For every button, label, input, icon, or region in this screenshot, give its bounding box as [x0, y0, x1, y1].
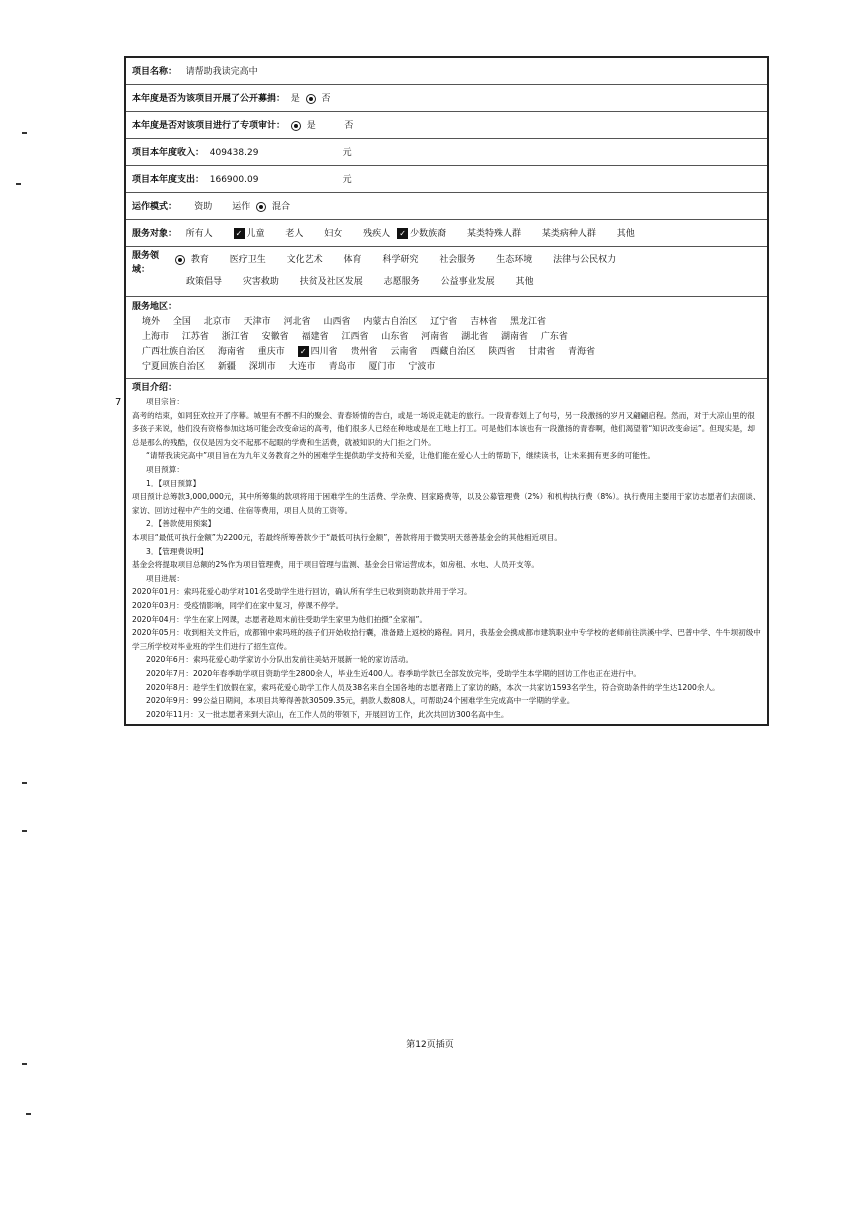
public-fundraising-no: 否 — [321, 94, 331, 104]
intro-line: 3．【管理费说明】 — [146, 546, 208, 556]
field-option: 体育 — [343, 255, 362, 265]
income-label: 项目本年度收入： — [132, 148, 205, 158]
intro-line: 2．【善款使用预案】 — [146, 519, 216, 529]
region-option: 内蒙古自治区 — [363, 316, 418, 327]
progress-entry: 2020年8月：趁学生们放假在家，索玛花爱心助学工作人员及38名来自全国各地的志愿者踏上了家访的路，本次一共家访1593名学生，符合资助条件的学生达1200余人。 — [146, 682, 720, 692]
mode-option: 混合 — [272, 202, 291, 212]
mode-option: 资助 — [194, 202, 213, 212]
radio-selected-icon[interactable] — [256, 202, 266, 212]
target-option: 其他 — [616, 229, 635, 239]
region-option: 大连市 — [288, 361, 316, 372]
checkbox-checked-icon[interactable]: ✓ — [298, 346, 309, 357]
region-option: 山东省 — [381, 331, 409, 342]
target-option: 老人 — [285, 229, 304, 239]
field-option: 生态环境 — [496, 255, 533, 265]
region-option: 江西省 — [341, 331, 369, 342]
regions-line — [132, 330, 761, 345]
page-marker: 7 — [115, 397, 122, 408]
region-option: 河南省 — [421, 331, 449, 342]
audit-row — [125, 111, 768, 138]
intro-row — [125, 378, 768, 725]
scan-speck — [22, 132, 27, 134]
region-option: 贵州省 — [350, 346, 378, 357]
regions-label: 服务地区： — [132, 301, 178, 312]
expense-unit: 元 — [342, 175, 352, 185]
field-option: 志愿服务 — [383, 277, 420, 287]
region-option: 福建省 — [301, 331, 329, 342]
regions-line — [132, 345, 761, 360]
progress-entry: 2020年05月：收到相关文件后，成都锦中索玛班的孩子们开始收拾行囊，准备踏上返校的路程。同月，我基金会携成都市建筑职业中专学校的老师前往洪溪中学、巴普中学、牛牛坝初级中学三所学校对毕业班的学生们进行了招生宣传。 — [132, 628, 761, 651]
region-option: 辽宁省 — [430, 316, 458, 327]
field-option: 政策倡导 — [186, 277, 223, 287]
fields-label: 服务领域： — [132, 251, 160, 275]
income-unit: 元 — [342, 148, 352, 158]
radio-selected-icon[interactable] — [175, 255, 185, 265]
intro-paragraph: 项目预计总筹款3,000,000元，其中所筹集的款项将用于困难学生的生活费、学杂费、回家路费等，以及公募管理费（2%）和机构执行费（8%）。执行费用主要用于家访志愿者们去面谈、家访、回访过程中产生的交通、住宿等费用，项目人员的工资等。 — [132, 492, 761, 515]
expense-row — [125, 165, 768, 192]
mode-option: 运作 — [232, 202, 251, 212]
mode-label: 运作模式： — [132, 202, 178, 212]
region-option: 深圳市 — [248, 361, 276, 372]
public-fundraising-row — [125, 84, 768, 111]
intro-paragraph: 基金会将提取项目总额的2%作为项目管理费，用于项目管理与监测、基金会日常运营成本，如房租、水电、人员开支等。 — [132, 560, 539, 570]
expense-label: 项目本年度支出： — [132, 175, 205, 185]
region-option: 河北省 — [283, 316, 311, 327]
target-option: 少数族裔 — [410, 229, 447, 239]
scan-speck — [22, 782, 27, 784]
public-fundraising-yes: 是 — [290, 94, 300, 104]
target-option: 残疾人 — [363, 229, 391, 239]
region-option: 吉林省 — [470, 316, 498, 327]
region-option: 广东省 — [540, 331, 568, 342]
region-option: 厦门市 — [368, 361, 396, 372]
field-option: 科学研究 — [382, 255, 419, 265]
intro-line: 项目宗旨： — [146, 397, 184, 407]
region-option: 安徽省 — [261, 331, 289, 342]
scan-speck — [22, 1063, 27, 1065]
income-value: 409438.29 — [209, 148, 259, 158]
field-option: 医疗卫生 — [229, 255, 266, 265]
region-option: 北京市 — [203, 316, 231, 327]
region-option: 黑龙江省 — [510, 316, 547, 327]
region-option: 上海市 — [142, 331, 170, 342]
radio-selected-icon[interactable] — [291, 121, 301, 131]
target-option: 某类特殊人群 — [466, 229, 521, 239]
region-option: 新疆 — [217, 361, 236, 372]
regions-row — [125, 296, 768, 378]
region-option: 天津市 — [243, 316, 271, 327]
intro-paragraph: 高考的结束，如同狂欢拉开了序幕。城里有不醉不归的聚会、青春矫情的告白，或是一场说走就走的旅行。一段青春划上了句号，另一段激扬的岁月又翩翩启程。然而，对于大凉山里的很多孩子来说，他们没有资格参加这场可能会改变命运的高考，他们很多人已经在种地或是在工地上打工。可是他们本该也有一段激扬的青春啊，他们渴望着“知识改变命运”。但现实是，却总是那么的残酷，仅仅是因为交不起那不起眼的学费和生活费，就被知识的大门拒之门外。 — [132, 410, 755, 447]
public-fundraising-label: 本年度是否为该项目开展了公开募捐： — [132, 94, 286, 104]
region-option: 湖北省 — [461, 331, 489, 342]
progress-entry: 2020年6月：索玛花爱心助学家访小分队出发前往美姑开展新一轮的家访活动。 — [146, 655, 414, 665]
region-option: 湖南省 — [501, 331, 529, 342]
income-row — [125, 138, 768, 165]
region-option: 青海省 — [568, 346, 596, 357]
region-option: 云南省 — [390, 346, 418, 357]
region-option: 甘肃省 — [528, 346, 556, 357]
intro-paragraph: “请帮我读完高中”项目旨在为九年义务教育之外的困难学生提供助学支持和关爱，让他们能在爱心人士的帮助下，继续读书，让未来拥有更多的可能性。 — [146, 451, 656, 461]
progress-entry: 2020年11月：又一批志愿者来到大凉山，在工作人员的带领下，开展回访工作，此次共回访300名高中生。 — [146, 709, 509, 719]
region-option: 海南省 — [217, 346, 245, 357]
region-option: 青岛市 — [328, 361, 356, 372]
region-option: 宁夏回族自治区 — [142, 361, 206, 372]
field-option: 教育 — [190, 255, 209, 265]
region-option: 陕西省 — [488, 346, 516, 357]
field-option: 法律与公民权力 — [553, 255, 617, 265]
region-option: 浙江省 — [221, 331, 249, 342]
region-option: 四川省 — [310, 346, 338, 357]
targets-row — [125, 219, 768, 246]
region-option: 广西壮族自治区 — [142, 346, 206, 357]
scan-speck — [26, 1113, 31, 1115]
region-option: 西藏自治区 — [430, 346, 476, 357]
radio-selected-icon[interactable] — [306, 94, 316, 104]
audit-label: 本年度是否对该项目进行了专项审计： — [132, 121, 286, 131]
intro-line: 项目进展： — [146, 573, 184, 583]
project-info-form — [124, 56, 769, 726]
scan-speck — [16, 183, 21, 185]
progress-entry: 2020年01月：索玛花爱心助学对101名受助学生进行回访，确认所有学生已收到资助款并用于学习。 — [132, 587, 472, 597]
field-option: 社会服务 — [439, 255, 476, 265]
region-option: 全国 — [172, 316, 191, 327]
region-option: 宁波市 — [408, 361, 436, 372]
checkbox-checked-icon[interactable]: ✓ — [397, 228, 408, 239]
field-option: 公益事业发展 — [440, 277, 495, 287]
field-option: 其他 — [515, 277, 534, 287]
region-option: 境外 — [142, 316, 161, 327]
target-option: 妇女 — [324, 229, 343, 239]
project-name-row — [125, 57, 768, 84]
intro-paragraph: 本项目“最低可执行金额”为2200元，若最终所筹善款少于“最低可执行金额”，善款将用于微笑明天慈善基金会的其他相近项目。 — [132, 533, 562, 543]
target-option: 所有人 — [185, 229, 213, 239]
progress-entry: 2020年03月：受疫情影响，同学们在家中复习，停课不停学。 — [132, 601, 344, 610]
region-option: 山西省 — [323, 316, 351, 327]
field-option: 灾害救助 — [242, 277, 279, 287]
region-option: 江苏省 — [181, 331, 209, 342]
intro-line: 1．【项目预算】 — [146, 478, 201, 488]
project-name-label: 项目名称： — [132, 67, 178, 78]
audit-yes: 是 — [306, 121, 316, 131]
progress-entry: 2020年04月：学生在家上网课，志愿者趁周末前往受助学生家里为他们拍摄“全家福”。 — [132, 614, 428, 624]
fields-row — [125, 246, 768, 296]
target-option: 儿童 — [246, 229, 265, 239]
regions-line — [132, 315, 761, 330]
expense-value: 166900.09 — [209, 175, 259, 185]
regions-line — [132, 360, 761, 375]
progress-entry: 2020年9月：99公益日期间，本项目共筹得善款30509.35元，捐款人数808人，可帮助24个困难学生完成高中一学期的学业。 — [146, 696, 575, 706]
checkbox-checked-icon[interactable]: ✓ — [234, 228, 245, 239]
targets-label: 服务对象： — [132, 229, 178, 239]
region-option: 重庆市 — [257, 346, 285, 357]
target-option: 某类病种人群 — [541, 229, 596, 239]
scan-speck — [22, 830, 27, 832]
field-option: 文化艺术 — [286, 255, 323, 265]
intro-line: 项目预算： — [146, 465, 184, 475]
project-name-value: 请帮助我读完高中 — [185, 67, 258, 78]
audit-no: 否 — [344, 121, 354, 131]
page-footer: 第12页插页 — [406, 1040, 454, 1050]
intro-label: 项目介绍： — [132, 382, 178, 393]
mode-row — [125, 192, 768, 219]
field-option: 扶贫及社区发展 — [299, 277, 363, 287]
progress-entry: 2020年7月：2020年春季助学项目资助学生2800余人，毕业生近400人。春季助学款已全部发放完毕，受助学生本学期的回访工作也正在进行中。 — [146, 668, 641, 678]
